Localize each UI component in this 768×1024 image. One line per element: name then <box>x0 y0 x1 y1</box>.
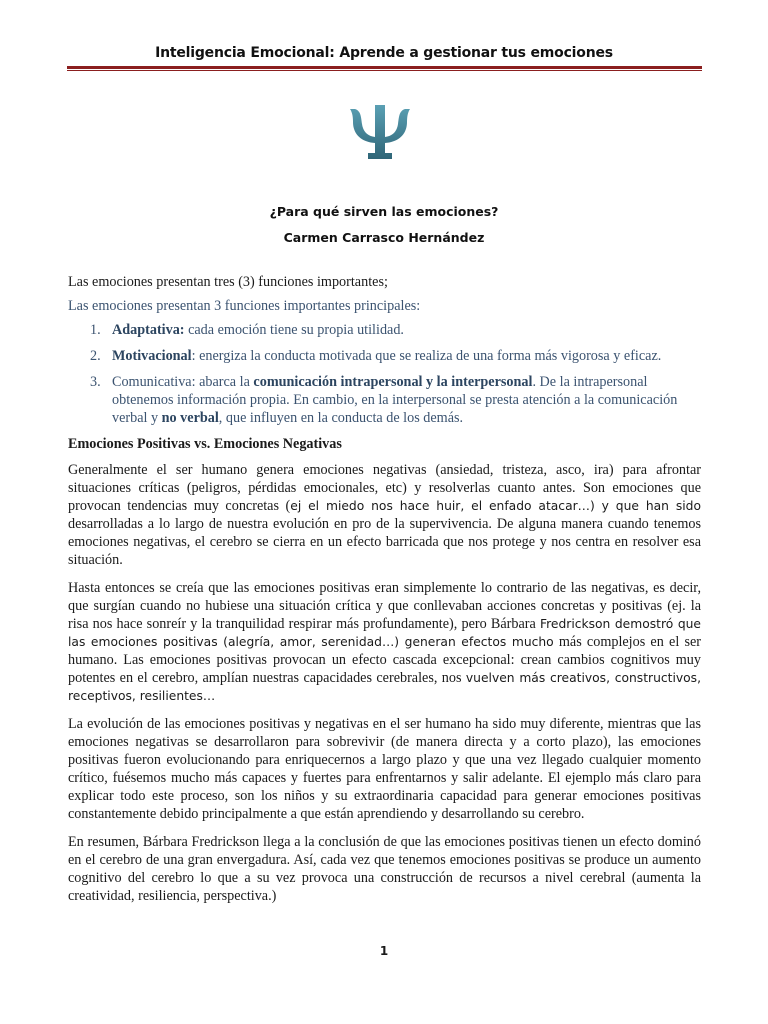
document-question: ¿Para qué sirven las emociones? <box>269 204 499 219</box>
function-text: Comunicativa: abarca la <box>112 374 254 390</box>
list-item <box>68 321 701 339</box>
function-text: . De la intrapersonal obtenemos información propia. En cambio, en la interpersonal se presta atención a la comunicación verbal y <box>112 374 678 426</box>
section-heading: Emociones Positivas vs. Emociones Negativas <box>68 436 342 452</box>
paragraph-1 <box>68 461 701 569</box>
running-header: Inteligencia Emocional: Aprende a gestionar tus emociones <box>155 45 613 61</box>
psi-icon <box>344 103 416 161</box>
function-text: , que influyen en la conducta de los demás. <box>218 410 464 426</box>
paragraph-text: Hasta entonces se creía que las emociones positivas eran simplemente lo contrario de las negativas, es decir, que surgían cuando no hubiese una situación crítica y que conllevaban acciones concretas y positivas (ej. la risa nos hace sonreír y la tranquilidad respirar más profundamente), pero Bárbara <box>68 580 701 632</box>
paragraph-2 <box>68 579 701 705</box>
paragraph-3: La evolución de las emociones positivas y negativas en el ser humano ha sido muy diferente, mientras que las emociones negativas se desarrollaron para sobrevivir (de manera directa y a corto plazo), las emociones positivas fueron evolucionando para enriquecernos a largo plazo y que una vez llegado cualquier momento crítico, fuésemos mucho más capaces y fuertes para enfrentarnos y salir adelante. El ejemplo más claro para explicar todo este proceso, son los niños y su extraordinaria capacidad para generar emociones positivas constantemente debido principalmente a que están aprendiendo y desarrollando su cerebro. <box>68 716 701 822</box>
list-item <box>68 373 701 427</box>
paragraph-4: En resumen, Bárbara Fredrickson llega a la conclusión de que las emociones positivas tienen un efecto dominó en el cerebro de una gran envergadura. Así, cada vez que tenemos emociones positivas se produce un aumento cognitivo del cerebro lo que a su vez provoca una construcción de recursos a nivel cerebral (aumenta la creatividad, resiliencia, perspectiva.) <box>68 834 701 904</box>
function-text: : energiza la conducta motivada que se realiza de una forma más vigorosa y eficaz. <box>191 348 662 364</box>
paragraph-text: Fredrickson demostró que las emociones positivas (alegría, amor, serenidad…) generan efectos mucho <box>68 617 701 649</box>
function-term: Motivacional <box>112 348 192 364</box>
intro-line-2: Las emociones presentan 3 funciones importantes principales: <box>68 298 421 314</box>
paragraph-text: ej el miedo nos hace huir, el enfado atacar…) y que han sido <box>290 499 701 513</box>
page-number: 1 <box>379 944 389 958</box>
paragraph-text: Generalmente el ser humano genera emociones negativas (ansiedad, tristeza, asco, ira) para afrontar situaciones críticas (peligros, pérdidas emocionales, etc) y resolverlas cuanto antes. Son emociones que provocan tendencias muy concretas ( <box>68 462 701 514</box>
function-term: Adaptativa: <box>112 322 185 338</box>
function-term: comunicación intrapersonal y la interpersonal <box>253 374 533 390</box>
list-item <box>68 347 701 365</box>
function-term: no verbal <box>161 410 219 426</box>
paragraph-text: desarrolladas a lo largo de nuestra evolución en pro de la supervivencia. De alguna manera cuando tenemos emociones negativas, el cerebro se cierra en un efecto barricada que nos protege y nos centra en resolver esa situación. <box>68 516 701 568</box>
header-rule-thin <box>67 70 702 71</box>
paragraph-text: vuelven más creativos, constructivos, receptivos, resilientes… <box>68 671 702 703</box>
document-author: Carmen Carrasco Hernández <box>283 230 485 245</box>
intro-line-1: Las emociones presentan tres (3) funciones importantes; <box>68 274 388 290</box>
functions-list <box>68 321 701 427</box>
list-number: 2. <box>90 348 101 364</box>
list-number: 3. <box>90 374 101 390</box>
paragraph-text: más complejos en el ser humano. Las emociones positivas provocan un efecto cascada excepcional: crean cambios cognitivos muy potentes en el cerebro, amplían nuestras capacidades cerebrales, nos <box>68 634 701 686</box>
list-number: 1. <box>90 322 101 338</box>
function-text: cada emoción tiene su propia utilidad. <box>184 322 404 338</box>
document-title-block <box>0 199 768 251</box>
header-rule <box>67 66 702 69</box>
document-body <box>68 273 701 915</box>
